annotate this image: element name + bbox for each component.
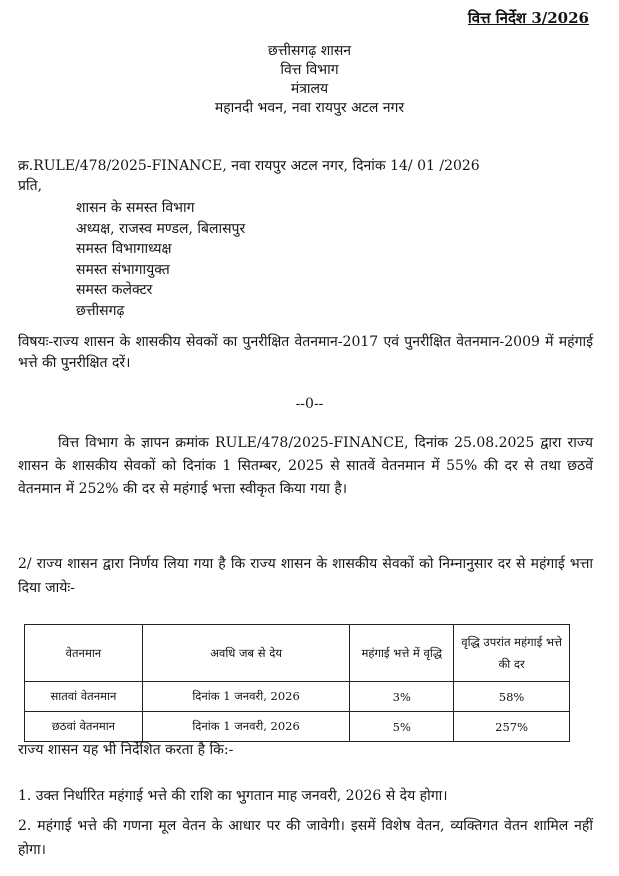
subject-line: विषयः-राज्य शासन के शासकीय सेवकों का पुनरीक्षित वेतनमान-2017 एवं पुनरीक्षित वेतनमान-2009 में महंगाई भत्ते की पुनरीक्षित दरें।: [18, 334, 593, 371]
cell-pay-scale: छठवां वेतनमान: [25, 712, 143, 742]
office-address: महानदी भवन, नवा रायपुर अटल नगर: [214, 100, 405, 116]
reference-line: क्र.RULE/478/2025-FINANCE, नवा रायपुर अटल नगर, दिनांक 14/ 01 /2026: [18, 158, 480, 174]
cell-revised-rate: 257%: [454, 712, 570, 742]
table-row: [25, 712, 570, 742]
col-header-revised-rate: वृद्धि उपरांत महंगाई भत्ते की दर: [454, 625, 570, 682]
recipient-item: छत्तीसगढ़: [76, 302, 125, 319]
cell-period: दिनांक 1 जनवरी, 2026: [142, 682, 350, 712]
document-number: वित्त निर्देश 3/2026: [467, 9, 589, 27]
cell-increase: 3%: [350, 682, 454, 712]
table-row: [25, 682, 570, 712]
directive-intro: राज्य शासन यह भी निर्देशित करता है कि:-: [18, 742, 234, 758]
letterhead: [0, 42, 619, 118]
cell-revised-rate: 58%: [454, 682, 570, 712]
directive-point-1: 1. उक्त निर्धारित महंगाई भत्ते की राशि का भुगतान माह जनवरी, 2026 से देय होगा।: [18, 788, 448, 804]
col-header-pay-scale: वेतनमान: [25, 625, 143, 682]
govt-name: छत्तीसगढ़ शासन: [267, 43, 352, 59]
cell-pay-scale: सातवां वेतनमान: [25, 682, 143, 712]
col-header-increase: महंगाई भत्ते में वृद्धि: [350, 625, 454, 682]
ministry-name: मंत्रालय: [290, 81, 329, 97]
recipient-item: समस्त विभागाध्यक्ष: [76, 241, 172, 257]
paragraph-2: 2/ राज्य शासन द्वारा निर्णय लिया गया है कि राज्य शासन के शासकीय सेवकों को निम्नानुसार दर से महंगाई भत्ता दिया जायेः-: [18, 556, 593, 596]
recipient-item: समस्त संभागायुक्त: [76, 261, 170, 278]
recipient-item: शासन के समस्त विभाग: [76, 200, 195, 216]
cell-period: दिनांक 1 जनवरी, 2026: [142, 712, 350, 742]
department-name: वित्त विभाग: [280, 62, 339, 78]
col-header-period: अवधि जब से देय: [142, 625, 350, 682]
table-header-row: [25, 625, 570, 682]
directive-point-2: 2. महंगाई भत्ते की गणना मूल वेतन के आधार पर की जावेगी। इसमें विशेष वेतन, व्यक्तिगत वेतन शामिल नहीं होगा।: [18, 818, 593, 858]
recipient-list: [76, 198, 245, 321]
addressee-label: प्रति,: [18, 178, 43, 194]
da-rate-table: [24, 624, 570, 742]
paragraph-1: वित्त विभाग के ज्ञापन क्रमांक RULE/478/2025-FINANCE, दिनांक 25.08.2025 द्वारा राज्य शासन के शासकीय सेवकों को दिनांक 1 सितम्बर, 2025 से सातवें वेतनमान में 55% की दर से तथा छठवें वेतनमान में 252% की दर से महंगाई भत्ता स्वीकृत किया गया है।: [18, 435, 593, 497]
section-divider: --0--: [295, 396, 324, 412]
cell-increase: 5%: [350, 712, 454, 742]
recipient-item: अध्यक्ष, राजस्व मण्डल, बिलासपुर: [76, 220, 246, 237]
recipient-item: समस्त कलेक्टर: [76, 282, 153, 298]
